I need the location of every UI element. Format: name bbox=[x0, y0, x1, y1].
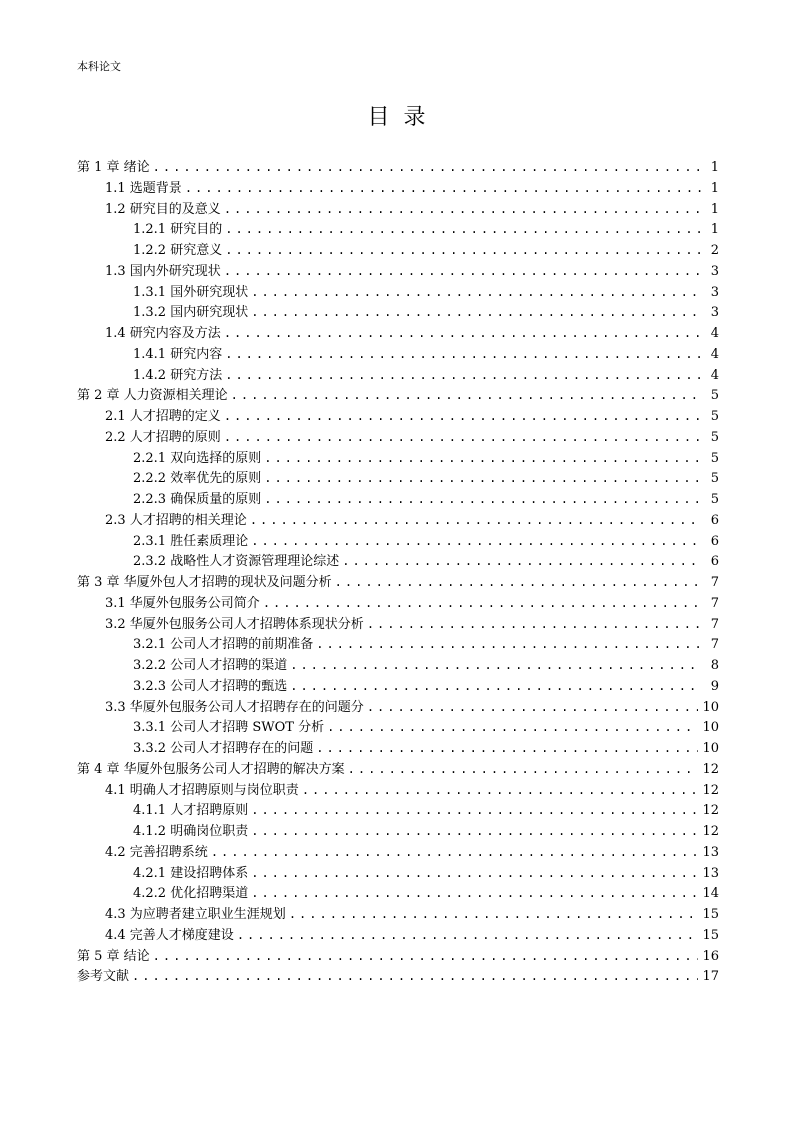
toc-entry-page-number: 5 bbox=[710, 409, 719, 424]
toc-entry-label: 3.3.2 公司人才招聘存在的问题 bbox=[133, 741, 314, 756]
toc-entry-page-number: 7 bbox=[710, 616, 719, 632]
toc-leader-dots bbox=[251, 282, 701, 303]
toc-leader-dots bbox=[185, 178, 701, 199]
toc-leader-dots bbox=[316, 634, 701, 655]
toc-entry-page-number: 12 bbox=[702, 782, 719, 798]
toc-entry[interactable] bbox=[77, 406, 719, 427]
toc-entry-label: 2.2.2 效率优先的原则 bbox=[133, 471, 262, 487]
toc-entry[interactable] bbox=[77, 697, 719, 718]
toc-leader-dots bbox=[251, 531, 701, 552]
toc-leader-dots bbox=[224, 199, 701, 220]
toc-leader-dots bbox=[251, 302, 701, 323]
toc-entry-page-number: 2 bbox=[710, 243, 719, 258]
toc-entry-page-number: 10 bbox=[702, 741, 719, 756]
toc-entry-page-number: 13 bbox=[702, 844, 719, 860]
toc-entry-page-number: 17 bbox=[702, 969, 719, 985]
toc-entry-page-number: 4 bbox=[710, 346, 719, 362]
toc-entry[interactable] bbox=[77, 821, 719, 842]
toc-entry[interactable] bbox=[77, 572, 719, 593]
toc-entry-page-number: 16 bbox=[702, 948, 719, 964]
toc-entry[interactable] bbox=[77, 883, 719, 904]
toc-entry[interactable] bbox=[77, 904, 719, 925]
toc-leader-dots bbox=[367, 697, 699, 718]
toc-leader-dots bbox=[132, 966, 698, 987]
toc-entry-label: 2.3.2 战略性人才资源管理理论综述 bbox=[133, 554, 340, 570]
toc-entry-page-number: 3 bbox=[710, 305, 719, 321]
toc-entry[interactable] bbox=[77, 863, 719, 884]
toc-entry-page-number: 6 bbox=[710, 533, 719, 549]
toc-entry-label: 参考文献 bbox=[77, 969, 130, 985]
toc-entry[interactable] bbox=[77, 385, 719, 406]
toc-entry-label: 2.2.1 双向选择的原则 bbox=[133, 450, 262, 466]
toc-leader-dots bbox=[250, 510, 701, 531]
toc-entry-label: 3.3.1 公司人才招聘 SWOT 分析 bbox=[133, 720, 325, 736]
toc-leader-dots bbox=[224, 406, 701, 427]
toc-entry[interactable] bbox=[77, 157, 719, 178]
toc-entry[interactable] bbox=[77, 551, 719, 572]
toc-entry-page-number: 1 bbox=[710, 160, 719, 175]
toc-entry[interactable] bbox=[77, 261, 719, 282]
toc-entry-page-number: 4 bbox=[710, 326, 719, 341]
toc-entry[interactable] bbox=[77, 800, 719, 821]
toc-entry-label: 第 2 章 人力资源相关理论 bbox=[77, 388, 228, 404]
toc-entry[interactable] bbox=[77, 676, 719, 697]
page-title: 目录 bbox=[367, 105, 440, 130]
toc-entry-page-number: 7 bbox=[710, 637, 719, 653]
toc-entry-page-number: 4 bbox=[710, 367, 719, 383]
toc-entry[interactable] bbox=[77, 510, 719, 531]
toc-leader-dots bbox=[237, 925, 699, 946]
toc-entry-label: 1.2 研究目的及意义 bbox=[105, 201, 221, 217]
page-header: 本科论文 bbox=[77, 60, 121, 73]
toc-entry-page-number: 7 bbox=[710, 595, 719, 611]
toc-entry-label: 3.2.1 公司人才招聘的前期准备 bbox=[133, 637, 314, 653]
toc-leader-dots bbox=[290, 676, 701, 697]
toc-entry[interactable] bbox=[77, 738, 719, 759]
toc-entry[interactable] bbox=[77, 178, 719, 199]
toc-entry[interactable] bbox=[77, 842, 719, 863]
toc-entry-label: 1.3 国内外研究现状 bbox=[105, 263, 221, 279]
toc-entry-label: 2.2 人才招聘的原则 bbox=[105, 429, 221, 445]
toc-entry-page-number: 5 bbox=[710, 429, 719, 445]
toc-entry-page-number: 9 bbox=[710, 678, 719, 694]
toc-entry[interactable] bbox=[77, 448, 719, 469]
toc-entry-page-number: 7 bbox=[710, 575, 719, 590]
toc-entry[interactable] bbox=[77, 966, 719, 987]
toc-leader-dots bbox=[153, 946, 699, 967]
toc-entry-page-number: 15 bbox=[702, 907, 719, 922]
toc-leader-dots bbox=[264, 448, 701, 469]
toc-leader-dots bbox=[225, 240, 701, 261]
toc-entry[interactable] bbox=[77, 614, 719, 635]
toc-entry-page-number: 13 bbox=[702, 865, 719, 881]
toc-entry-label: 1.2.1 研究目的 bbox=[133, 222, 223, 238]
toc-leader-dots bbox=[225, 219, 701, 240]
toc-entry-label: 1.1 选题背景 bbox=[105, 180, 182, 196]
toc-entry-label: 3.1 华厦外包服务公司简介 bbox=[105, 595, 260, 611]
toc-leader-dots bbox=[251, 883, 698, 904]
toc-entry-page-number: 5 bbox=[710, 388, 719, 404]
toc-leader-dots bbox=[367, 614, 701, 635]
toc-entry-page-number: 5 bbox=[710, 450, 719, 466]
toc-entry-page-number: 8 bbox=[710, 658, 719, 673]
toc-entry[interactable] bbox=[77, 489, 719, 510]
toc-leader-dots bbox=[316, 738, 698, 759]
toc-entry-label: 3.2 华厦外包服务公司人才招聘体系现状分析 bbox=[105, 616, 364, 632]
toc-entry-label: 第 1 章 绪论 bbox=[77, 160, 150, 175]
toc-entry[interactable] bbox=[77, 655, 719, 676]
toc-entry-page-number: 14 bbox=[702, 886, 719, 902]
toc-entry[interactable] bbox=[77, 634, 719, 655]
toc-entry-page-number: 1 bbox=[710, 201, 719, 217]
toc-entry[interactable] bbox=[77, 199, 719, 220]
toc-leader-dots bbox=[225, 344, 701, 365]
toc-entry-label: 1.3.1 国外研究现状 bbox=[133, 284, 249, 300]
toc-entry-page-number: 12 bbox=[702, 824, 719, 839]
toc-leader-dots bbox=[302, 780, 699, 801]
toc-entry-label: 4.1.2 明确岗位职责 bbox=[133, 824, 249, 839]
table-of-contents bbox=[77, 157, 719, 987]
toc-entry-page-number: 6 bbox=[710, 512, 719, 528]
toc-entry[interactable] bbox=[77, 302, 719, 323]
toc-entry-label: 第 4 章 华厦外包服务公司人才招聘的解决方案 bbox=[77, 761, 345, 777]
toc-entry-page-number: 3 bbox=[710, 263, 719, 279]
toc-entry-page-number: 1 bbox=[710, 222, 719, 238]
toc-entry-page-number: 3 bbox=[710, 284, 719, 300]
toc-entry-page-number: 1 bbox=[710, 180, 719, 196]
toc-entry[interactable] bbox=[77, 780, 719, 801]
toc-entry-label: 第 5 章 结论 bbox=[77, 948, 150, 964]
toc-entry-label: 2.1 人才招聘的定义 bbox=[105, 409, 221, 424]
toc-leader-dots bbox=[224, 261, 701, 282]
toc-entry-label: 4.2.1 建设招聘体系 bbox=[133, 865, 249, 881]
toc-entry-label: 3.3 华厦外包服务公司人才招聘存在的问题分 bbox=[105, 699, 364, 715]
toc-leader-dots bbox=[348, 759, 699, 780]
toc-entry-label: 第 3 章 华厦外包人才招聘的现状及问题分析 bbox=[77, 575, 332, 590]
toc-entry-page-number: 12 bbox=[702, 803, 719, 819]
toc-entry[interactable] bbox=[77, 925, 719, 946]
toc-entry-page-number: 12 bbox=[702, 761, 719, 777]
toc-entry-page-number: 6 bbox=[710, 554, 719, 570]
toc-entry-label: 2.3 人才招聘的相关理论 bbox=[105, 512, 247, 528]
toc-entry-label: 1.4 研究内容及方法 bbox=[105, 326, 221, 341]
toc-entry-label: 2.2.3 确保质量的原则 bbox=[133, 492, 262, 507]
toc-leader-dots bbox=[327, 717, 698, 738]
toc-entry-label: 1.3.2 国内研究现状 bbox=[133, 305, 249, 321]
toc-entry-page-number: 15 bbox=[702, 927, 719, 943]
toc-entry[interactable] bbox=[77, 468, 719, 489]
toc-leader-dots bbox=[264, 489, 701, 510]
toc-entry[interactable] bbox=[77, 531, 719, 552]
toc-entry-label: 1.4.2 研究方法 bbox=[133, 367, 223, 383]
toc-entry[interactable] bbox=[77, 717, 719, 738]
toc-leader-dots bbox=[251, 863, 698, 884]
toc-leader-dots bbox=[224, 323, 701, 344]
toc-leader-dots bbox=[224, 427, 701, 448]
toc-entry-page-number: 10 bbox=[702, 699, 719, 715]
toc-entry-label: 1.4.1 研究内容 bbox=[133, 346, 223, 362]
toc-leader-dots bbox=[153, 157, 701, 178]
toc-leader-dots bbox=[290, 655, 701, 676]
toc-leader-dots bbox=[231, 385, 701, 406]
toc-entry-page-number: 10 bbox=[702, 720, 719, 736]
toc-leader-dots bbox=[211, 842, 699, 863]
toc-entry-label: 3.2.3 公司人才招聘的甄选 bbox=[133, 678, 288, 694]
toc-entry-label: 3.2.2 公司人才招聘的渠道 bbox=[133, 658, 288, 673]
toc-leader-dots bbox=[225, 365, 701, 386]
toc-entry[interactable] bbox=[77, 240, 719, 261]
toc-leader-dots bbox=[251, 800, 698, 821]
toc-entry-label: 1.2.2 研究意义 bbox=[133, 243, 223, 258]
toc-entry[interactable] bbox=[77, 427, 719, 448]
toc-entry[interactable] bbox=[77, 323, 719, 344]
toc-entry-label: 4.2.2 优化招聘渠道 bbox=[133, 886, 249, 902]
toc-leader-dots bbox=[335, 572, 701, 593]
toc-entry-page-number: 5 bbox=[710, 492, 719, 507]
toc-entry[interactable] bbox=[77, 759, 719, 780]
toc-entry-label: 4.3 为应聘者建立职业生涯规划 bbox=[105, 907, 286, 922]
toc-entry-label: 2.3.1 胜任素质理论 bbox=[133, 533, 249, 549]
toc-entry-label: 4.1.1 人才招聘原则 bbox=[133, 803, 249, 819]
toc-entry[interactable] bbox=[77, 365, 719, 386]
toc-entry[interactable] bbox=[77, 344, 719, 365]
toc-entry[interactable] bbox=[77, 282, 719, 303]
toc-entry-label: 4.4 完善人才梯度建设 bbox=[105, 927, 234, 943]
toc-leader-dots bbox=[263, 593, 701, 614]
toc-entry[interactable] bbox=[77, 946, 719, 967]
toc-leader-dots bbox=[251, 821, 698, 842]
toc-leader-dots bbox=[342, 551, 701, 572]
toc-entry-label: 4.1 明确人才招聘原则与岗位职责 bbox=[105, 782, 299, 798]
toc-entry[interactable] bbox=[77, 593, 719, 614]
toc-leader-dots bbox=[289, 904, 699, 925]
toc-entry-page-number: 5 bbox=[710, 471, 719, 487]
toc-entry-label: 4.2 完善招聘系统 bbox=[105, 844, 208, 860]
toc-leader-dots bbox=[264, 468, 701, 489]
toc-entry[interactable] bbox=[77, 219, 719, 240]
